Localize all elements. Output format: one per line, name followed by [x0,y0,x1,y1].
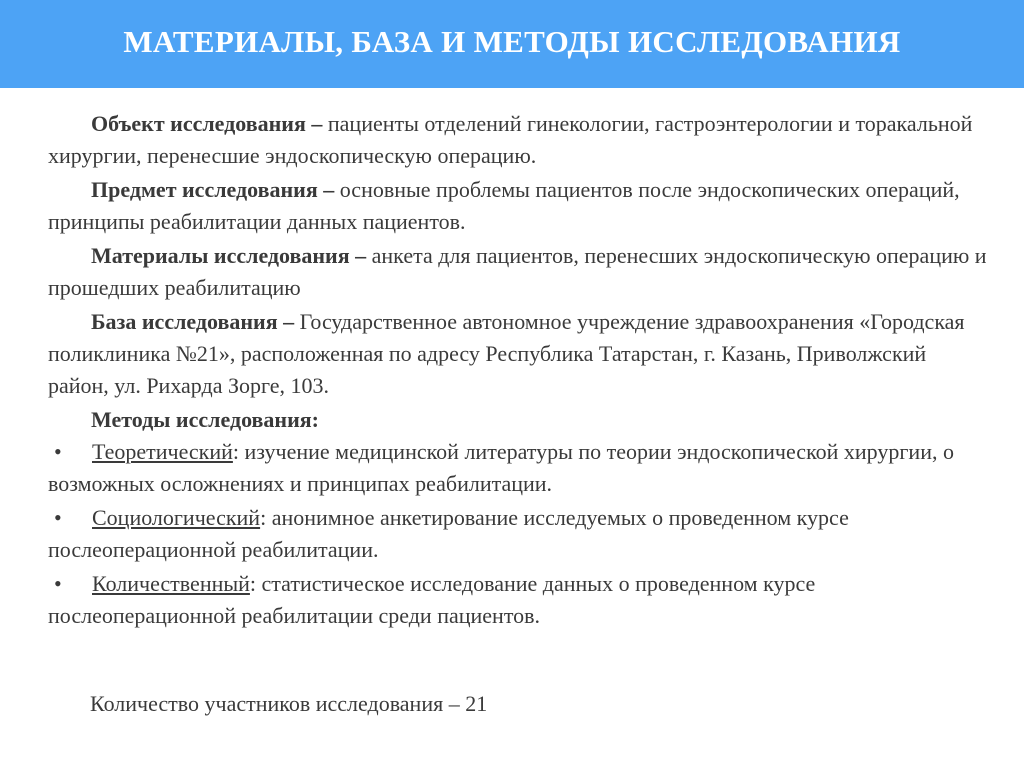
bullet-icon: • [54,505,62,530]
research-base-text: Государственное автономное учреждение здравоохранения «Городская поликлиника №21», расположенная по адресу Республика Татарстан, г. Казань, Приволжский район, ул. Рихарда Зорге, 103. [48,309,965,398]
method-term-theoretical: Теоретический [92,439,233,464]
research-object-label: Объект исследования – [91,111,323,136]
research-subject-label: Предмет исследования – [91,177,335,202]
method-text-sociological: : анонимное анкетирование исследуемых о проведенном курсе послеоперационной реабилитации. [48,505,849,562]
research-base-label: База исследования – [91,309,295,334]
bullet-icon: • [54,439,62,464]
method-item-quantitative [48,568,988,632]
research-materials-label: Материалы исследования – [91,243,367,268]
participants-count: Количество участников исследования – 21 [90,691,488,716]
method-item-sociological [48,502,988,566]
method-term-quantitative: Количественный [92,571,250,596]
bullet-icon: • [54,571,62,596]
research-materials-text: анкета для пациентов, перенесших эндоскопическую операцию и прошедших реабилитацию [48,243,987,300]
method-term-sociological: Социологический [92,505,261,530]
research-object-paragraph [48,108,988,172]
research-object-text: пациенты отделений гинекологии, гастроэнтерологии и торакальной хирургии, перенесшие эндоскопическую операцию. [48,111,973,168]
method-item-theoretical [48,436,988,500]
method-text-quantitative: : статистическое исследование данных о проведенном курсе послеоперационной реабилитации среди пациентов. [48,571,816,628]
research-subject-paragraph [48,174,988,238]
slide-body [48,108,988,634]
research-materials-paragraph [48,240,988,304]
methods-heading: Методы исследования: [91,407,319,432]
slide-title: МАТЕРИАЛЫ, БАЗА И МЕТОДЫ ИССЛЕДОВАНИЯ [123,24,901,59]
title-bar [0,0,1024,88]
method-text-theoretical: : изучение медицинской литературы по теории эндоскопической хирургии, о возможных осложнениях и принципах реабилитации. [48,439,954,496]
research-base-paragraph [48,306,988,402]
research-subject-text: основные проблемы пациентов после эндоскопических операций, принципы реабилитации данных пациентов. [48,177,960,234]
